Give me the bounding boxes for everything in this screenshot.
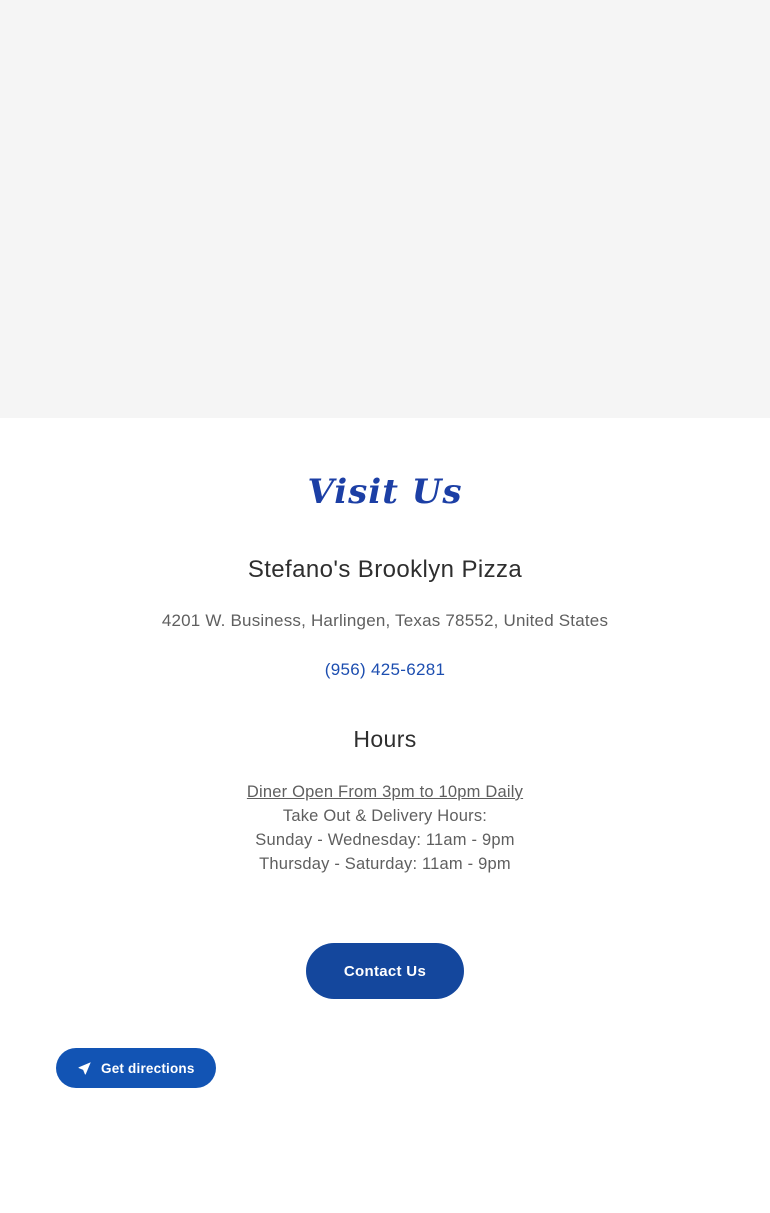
- business-name: Stefano's Brooklyn Pizza: [247, 556, 523, 583]
- hours-line-thu-sat: Thursday - Saturday: 11am - 9pm: [259, 855, 511, 873]
- map-placeholder[interactable]: [0, 0, 770, 418]
- hours-line-diner: Diner Open From 3pm to 10pm Daily: [246, 783, 524, 801]
- hours-line-takeout: Take Out & Delivery Hours:: [282, 807, 488, 825]
- visit-us-section: [0, 418, 770, 1088]
- hours-heading: Hours: [353, 726, 417, 752]
- get-directions-button[interactable]: [56, 1048, 216, 1088]
- hours-list: [0, 780, 770, 876]
- visit-us-heading: Visit Us: [307, 472, 463, 512]
- business-address: 4201 W. Business, Harlingen, Texas 78552, United States: [161, 611, 609, 630]
- contact-button-row: [0, 943, 770, 999]
- hours-line-sun-wed: Sunday - Wednesday: 11am - 9pm: [255, 831, 515, 849]
- contact-us-button[interactable]: Contact Us: [306, 943, 464, 999]
- get-directions-label: Get directions: [101, 1060, 195, 1076]
- send-icon: [77, 1061, 92, 1076]
- phone-link[interactable]: (956) 425-6281: [324, 660, 446, 679]
- directions-button-row: [56, 1048, 770, 1088]
